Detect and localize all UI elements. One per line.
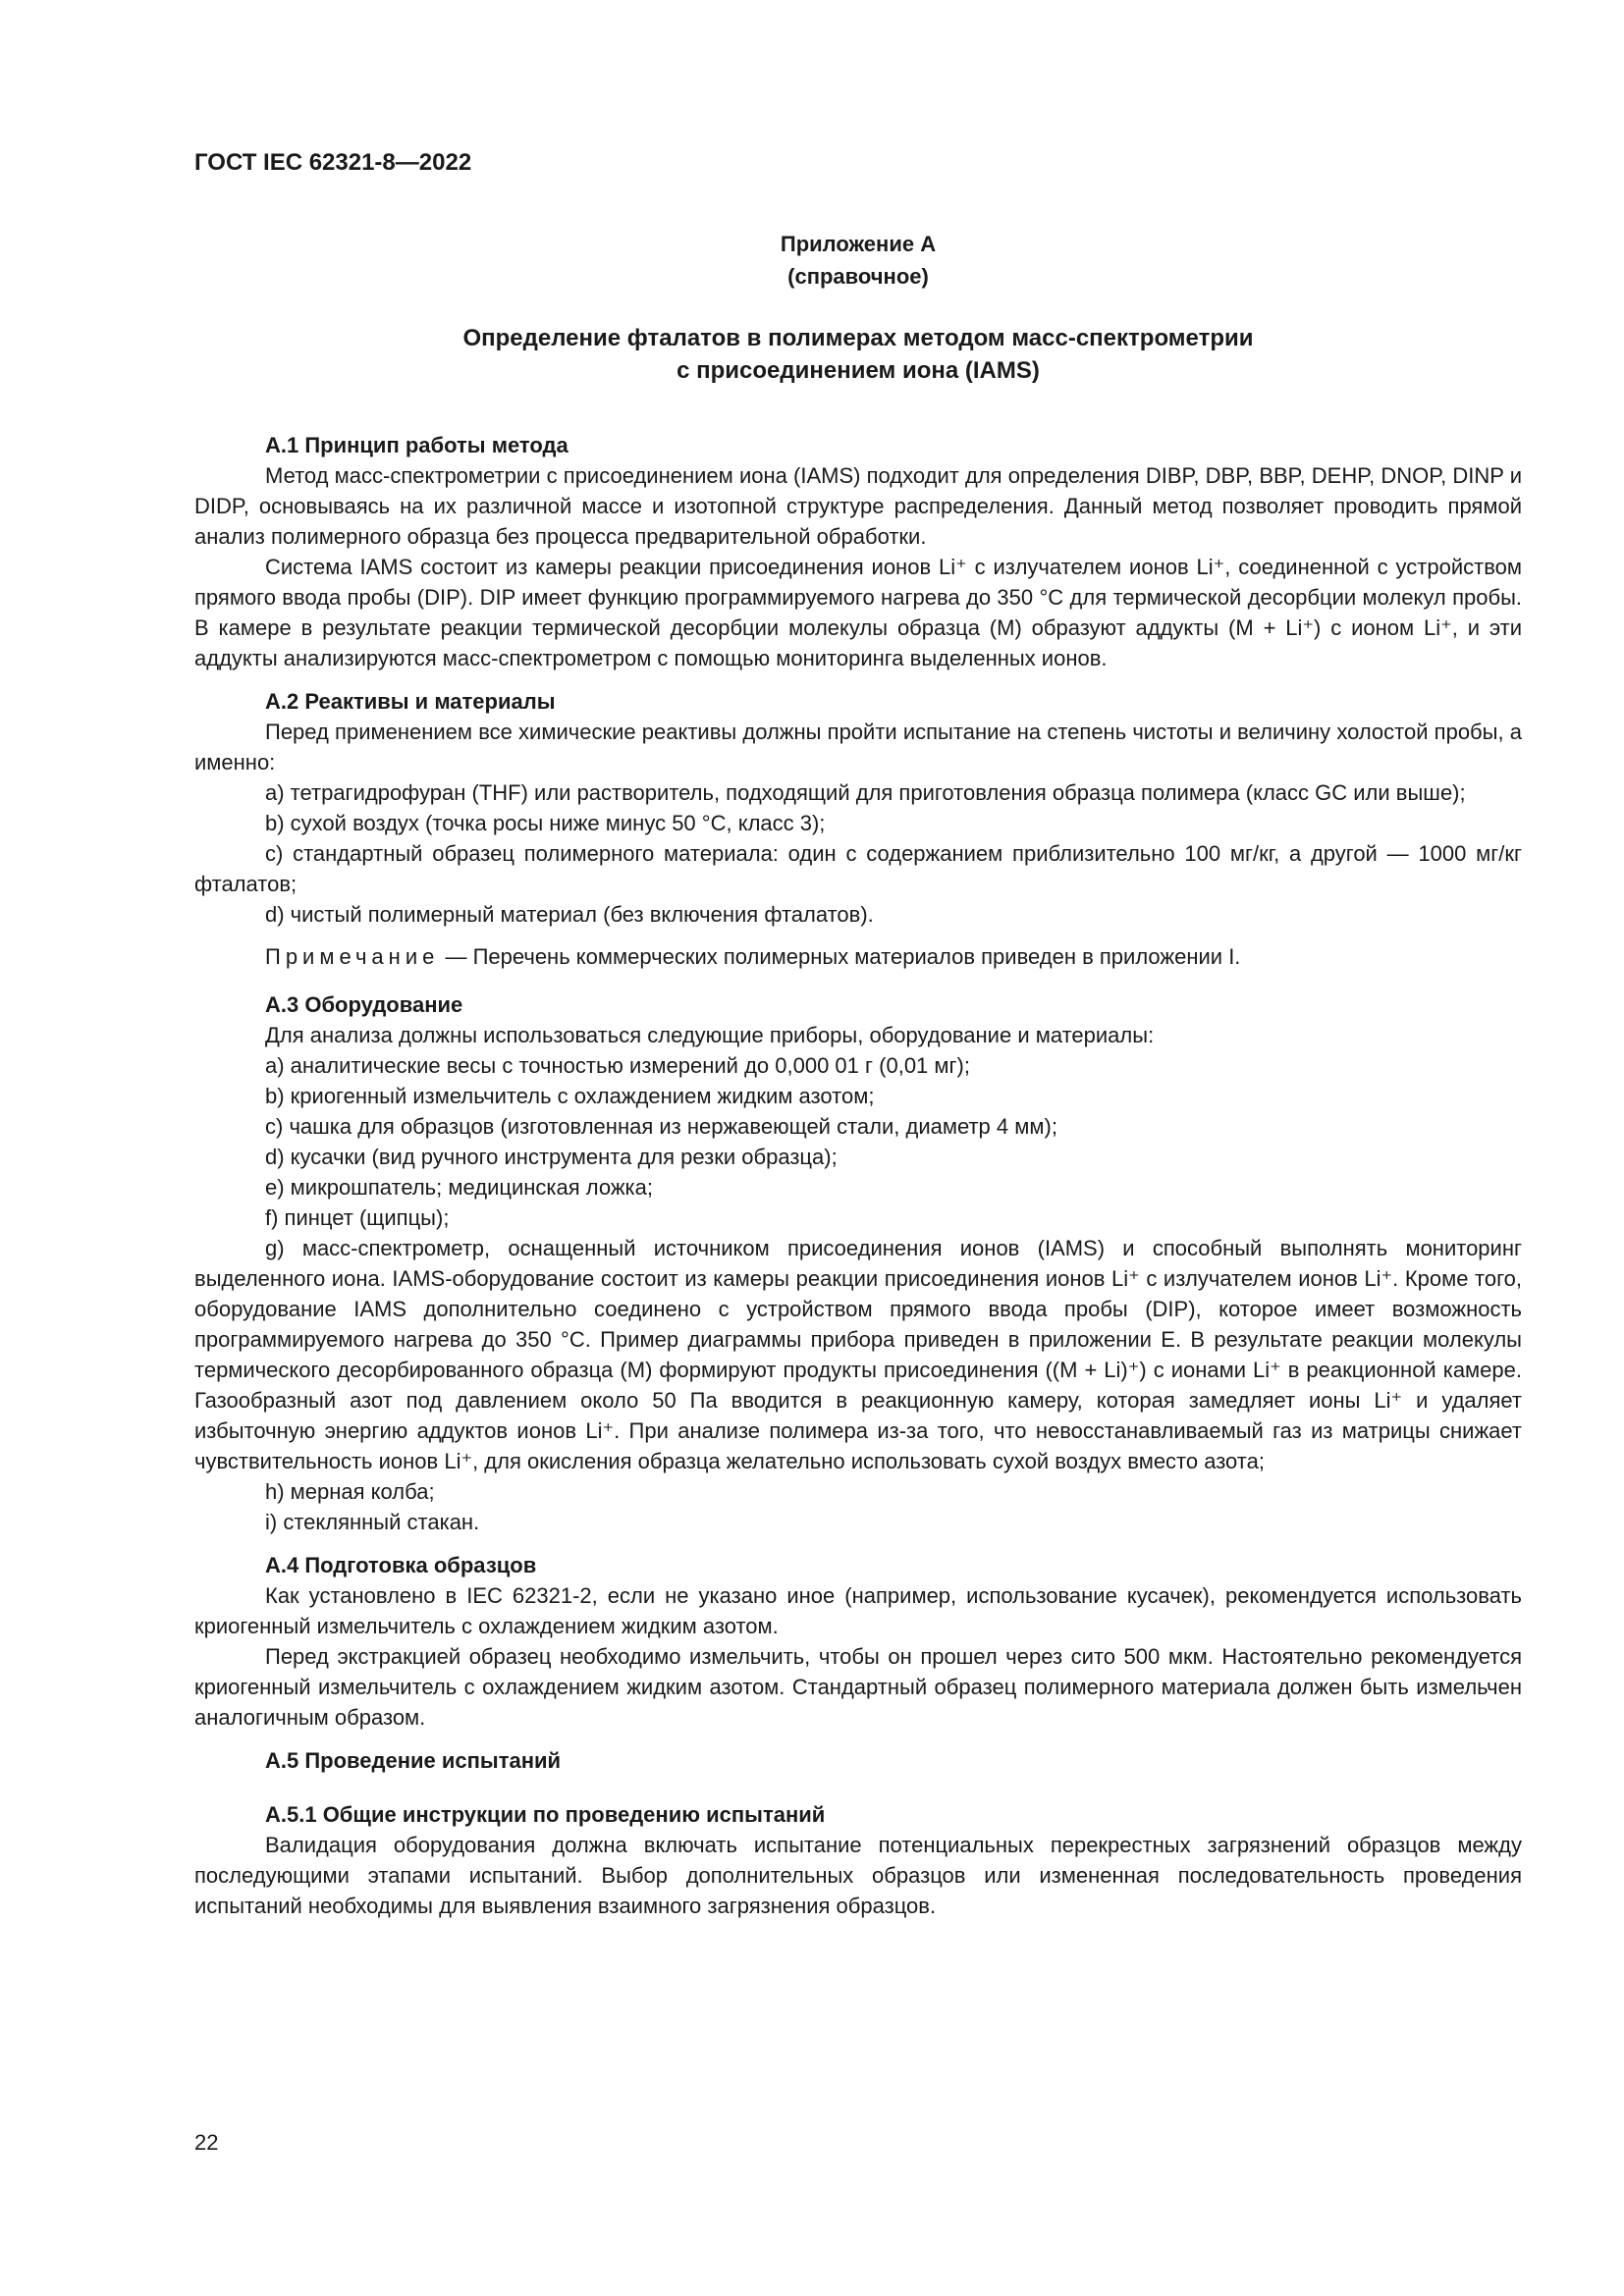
section-heading: А.3 Оборудование — [265, 992, 463, 1017]
document-header: ГОСТ IEC 62321-8—2022 — [194, 149, 472, 176]
annex-label: Приложение А — [780, 232, 937, 256]
annex-kind: (справочное) — [787, 264, 929, 289]
section-heading: А.2 Реактивы и материалы — [265, 689, 556, 714]
paragraph: Метод масс-спектрометрии с присоединением иона (IAMS) подходит для определения DIBP, DBP, BBP, DEHP, DNOP, DINP и DIDP, основываясь на их различной массе и изотопной структуре распределения. Данный метод позволяет проводить прямой анализ полимерного образца без процесса предварительной обработки. — [194, 463, 1522, 549]
paragraph: Перед применением все химические реактивы должны пройти испытание на степень чистоты и величину холостой пробы, а именно: — [194, 720, 1522, 774]
list-item: h) мерная колба; — [265, 1479, 435, 1504]
list-item: d) кусачки (вид ручного инструмента для резки образца); — [265, 1145, 838, 1169]
paragraph: Перед экстракцией образец необходимо измельчить, чтобы он прошел через сито 500 мкм. Настоятельно рекомендуется криогенный измельчитель с охлаждением жидким азотом. Стандартный образец полимерного материала должен быть измельчен аналогичным образом. — [194, 1644, 1522, 1730]
list-item: i) стеклянный стакан. — [265, 1510, 480, 1534]
note — [194, 941, 1522, 972]
annex-title — [194, 322, 1522, 387]
section-heading: А.5 Проведение испытаний — [265, 1748, 562, 1773]
paragraph: Как установлено в IEC 62321-2, если не указано иное (например, использование кусачек), рекомендуется использовать криогенный измельчитель с охлаждением жидким азотом. — [194, 1583, 1522, 1638]
list-item: g) масс-спектрометр, оснащенный источником присоединения ионов (IAMS) и способный выполнять мониторинг выделенного иона. IAMS-оборудование состоит из камеры реакции присоединения ионов Li⁺ с излучателем ионов Li⁺. Кроме того, оборудование IAMS дополнительно соединено с устройством прямого ввода пробы (DIP), которое имеет возможность программируемого нагрева до 350 °С. Пример диаграммы прибора приведен в приложении Е. В результате реакции молекулы термического десорбированного образца (М) формируют продукты присоединения ((М + Li)⁺) с ионами Li⁺ в реакционной камере. Газообразный азот под давлением около 50 Па вводится в реакционную камеру, которая замедляет ионы Li⁺ и удаляет избыточную энергию аддуктов ионов Li⁺. При анализе полимера из-за того, что невосстанавливаемый газ из матрицы снижает чувствительность ионов Li⁺, для окисления образца желательно использовать сухой воздух вместо азота; — [194, 1236, 1522, 1473]
document-body — [194, 430, 1522, 1921]
list-item: f) пинцет (щипцы); — [265, 1205, 450, 1230]
paragraph: Система IAMS состоит из камеры реакции присоединения ионов Li⁺ с излучателем ионов Li⁺, соединенной с устройством прямого ввода пробы (DIP). DIP имеет функцию программируемого нагрева до 350 °С для термической десорбции молекул пробы. В камере в результате реакции термической десорбции молекулы образца (М) образуют аддукты (М + Li⁺) с ионом Li⁺, и эти аддукты анализируются масс-спектрометром с помощью мониторинга выделенных ионов. — [194, 555, 1522, 670]
paragraph: Для анализа должны использоваться следующие приборы, оборудование и материалы: — [265, 1023, 1155, 1047]
list-item: a) тетрагидрофуран (THF) или растворитель, подходящий для приготовления образца полимера (класс GC или выше); — [265, 780, 1466, 805]
title-line: с присоединением иона (IAMS) — [677, 357, 1040, 384]
section-heading: А.4 Подготовка образцов — [265, 1553, 537, 1577]
note-label: Примечание — [265, 944, 440, 969]
list-item: e) микрошпатель; медицинская ложка; — [265, 1175, 654, 1200]
list-item: a) аналитические весы с точностью измерений до 0,000 01 г (0,01 мг); — [265, 1053, 970, 1078]
annex-heading — [194, 228, 1522, 293]
page-number: 22 — [194, 2130, 219, 2155]
subsection-heading: А.5.1 Общие инструкции по проведению испытаний — [265, 1802, 826, 1827]
section-heading: А.1 Принцип работы метода — [265, 433, 568, 457]
list-item: b) сухой воздух (точка росы ниже минус 50 °С, класс 3); — [265, 811, 826, 835]
title-line: Определение фталатов в полимерах методом масс-спектрометрии — [462, 325, 1254, 351]
note-text: — Перечень коммерческих полимерных материалов приведен в приложении I. — [439, 944, 1241, 969]
list-item: d) чистый полимерный материал (без включения фталатов). — [265, 902, 874, 927]
paragraph: Валидация оборудования должна включать испытание потенциальных перекрестных загрязнений образцов между последующими этапами испытаний. Выбор дополнительных образцов или измененная последовательность проведения испытаний необходимы для выявления взаимного загрязнения образцов. — [194, 1833, 1522, 1918]
list-item: c) стандартный образец полимерного материала: один с содержанием приблизительно 100 мг/кг, а другой — 1000 мг/кг фталатов; — [194, 841, 1522, 896]
list-item: b) криогенный измельчитель с охлаждением жидким азотом; — [265, 1084, 875, 1108]
list-item: c) чашка для образцов (изготовленная из нержавеющей стали, диаметр 4 мм); — [265, 1114, 1057, 1139]
